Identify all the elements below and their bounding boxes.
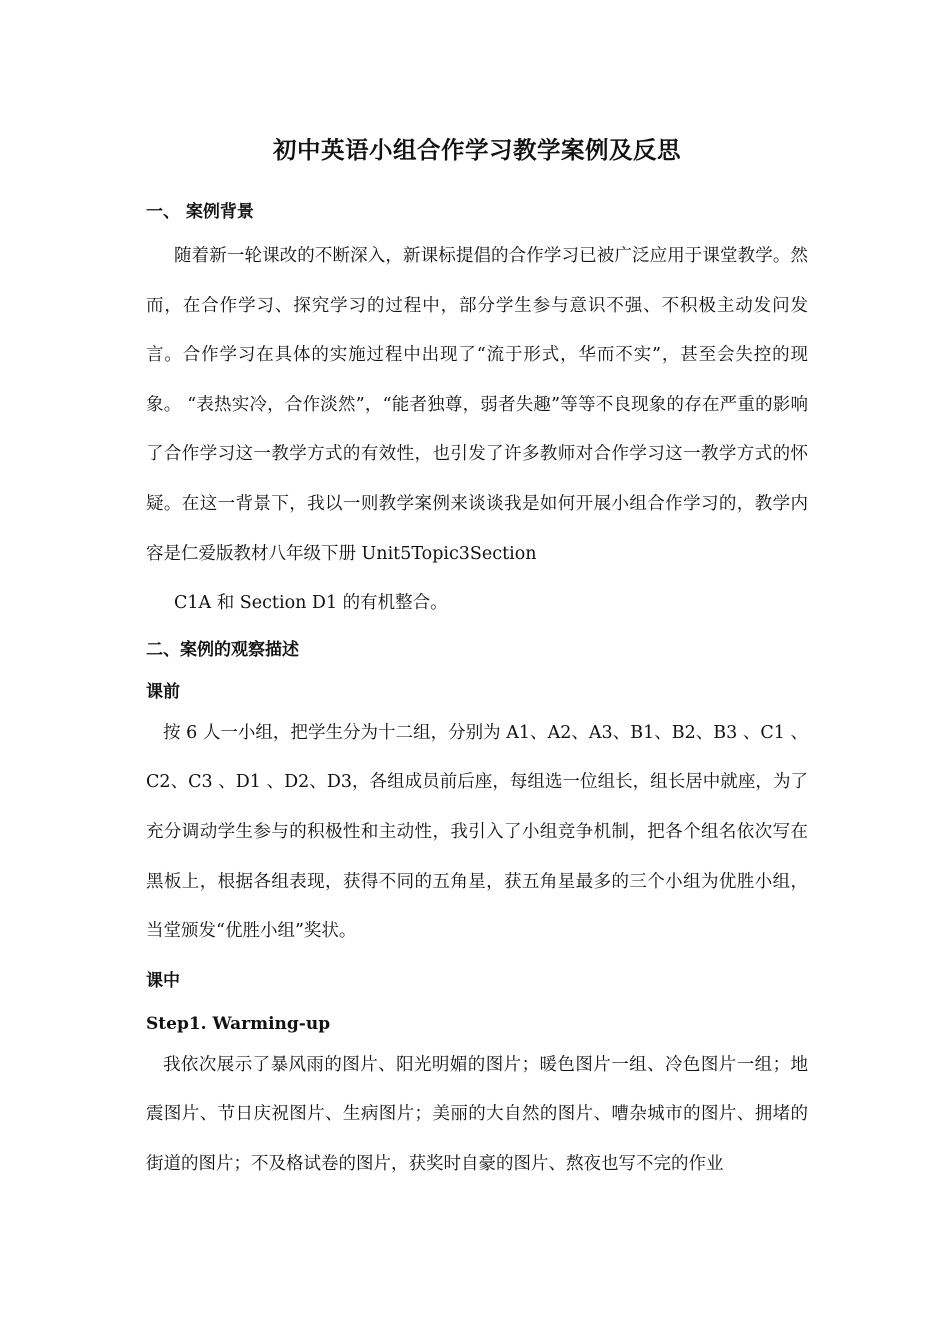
case-background-tail: C1A 和 Section D1 的有机整合。 xyxy=(174,593,448,614)
during-class-heading: 课中 xyxy=(146,970,180,991)
before-class-heading: 课前 xyxy=(146,681,180,702)
step1-paragraph: 我依次展示了暴风雨的图片、阳光明媚的图片；暖色图片一组、冷色图片一组；地震图片、节日庆祝图片、生病图片；美丽的大自然的图片、嘈杂城市的图片、拥堵的街道的图片；不及格试卷的图片，获奖时自豪的图片、熬夜也写不完的作业 xyxy=(146,1054,808,1174)
case-background-text: 随着新一轮课改的不断深入，新课标提倡的合作学习已被广泛应用于课堂教学。然而，在合作学习、探究学习的过程中，部分学生参与意识不强、不积极主动发问发言。合作学习在具体的实施过程中出现了“流于形式，华而不实”，甚至会失控的现象。 “表热实冷，合作淡然”，“能者独尊，弱者失趣”等等不良现象的存在严重的影响了合作学习这一教学方式的有效性，也引发了许多教师对合作学习这一教学方式的怀疑。在这一背景下，我以一则教学案例来谈谈我是如何开展小组合作学习的，教学内容是仁爱版教材八年级下册 Unit5Topic3Section xyxy=(146,246,808,564)
document-body xyxy=(146,128,808,1190)
case-background-heading: 一、 案例背景 xyxy=(146,202,254,222)
document-title: 初中英语小组合作学习教学案例及反思 xyxy=(273,136,681,164)
observation-heading: 二、案例的观察描述 xyxy=(146,639,299,660)
step1-heading: Step1. Warming-up xyxy=(146,1013,331,1034)
case-background-paragraph xyxy=(146,232,808,629)
before-class-paragraph: 按 6 人一小组，把学生分为十二组，分别为 A1、A2、A3、B1、B2、B3 、C1 、C2、C3 、D1 、D2、D3，各组成员前后座，每组选一位组长，组长居中就座，为了充分调动学生参与的积极性和主动性，我引入了小组竞争机制，把各个组名依次写在黑板上，根据各组表现，获得不同的五角星，获五角星最多的三个小组为优胜小组，当堂颁发“优胜小组”奖状。 xyxy=(146,722,808,942)
